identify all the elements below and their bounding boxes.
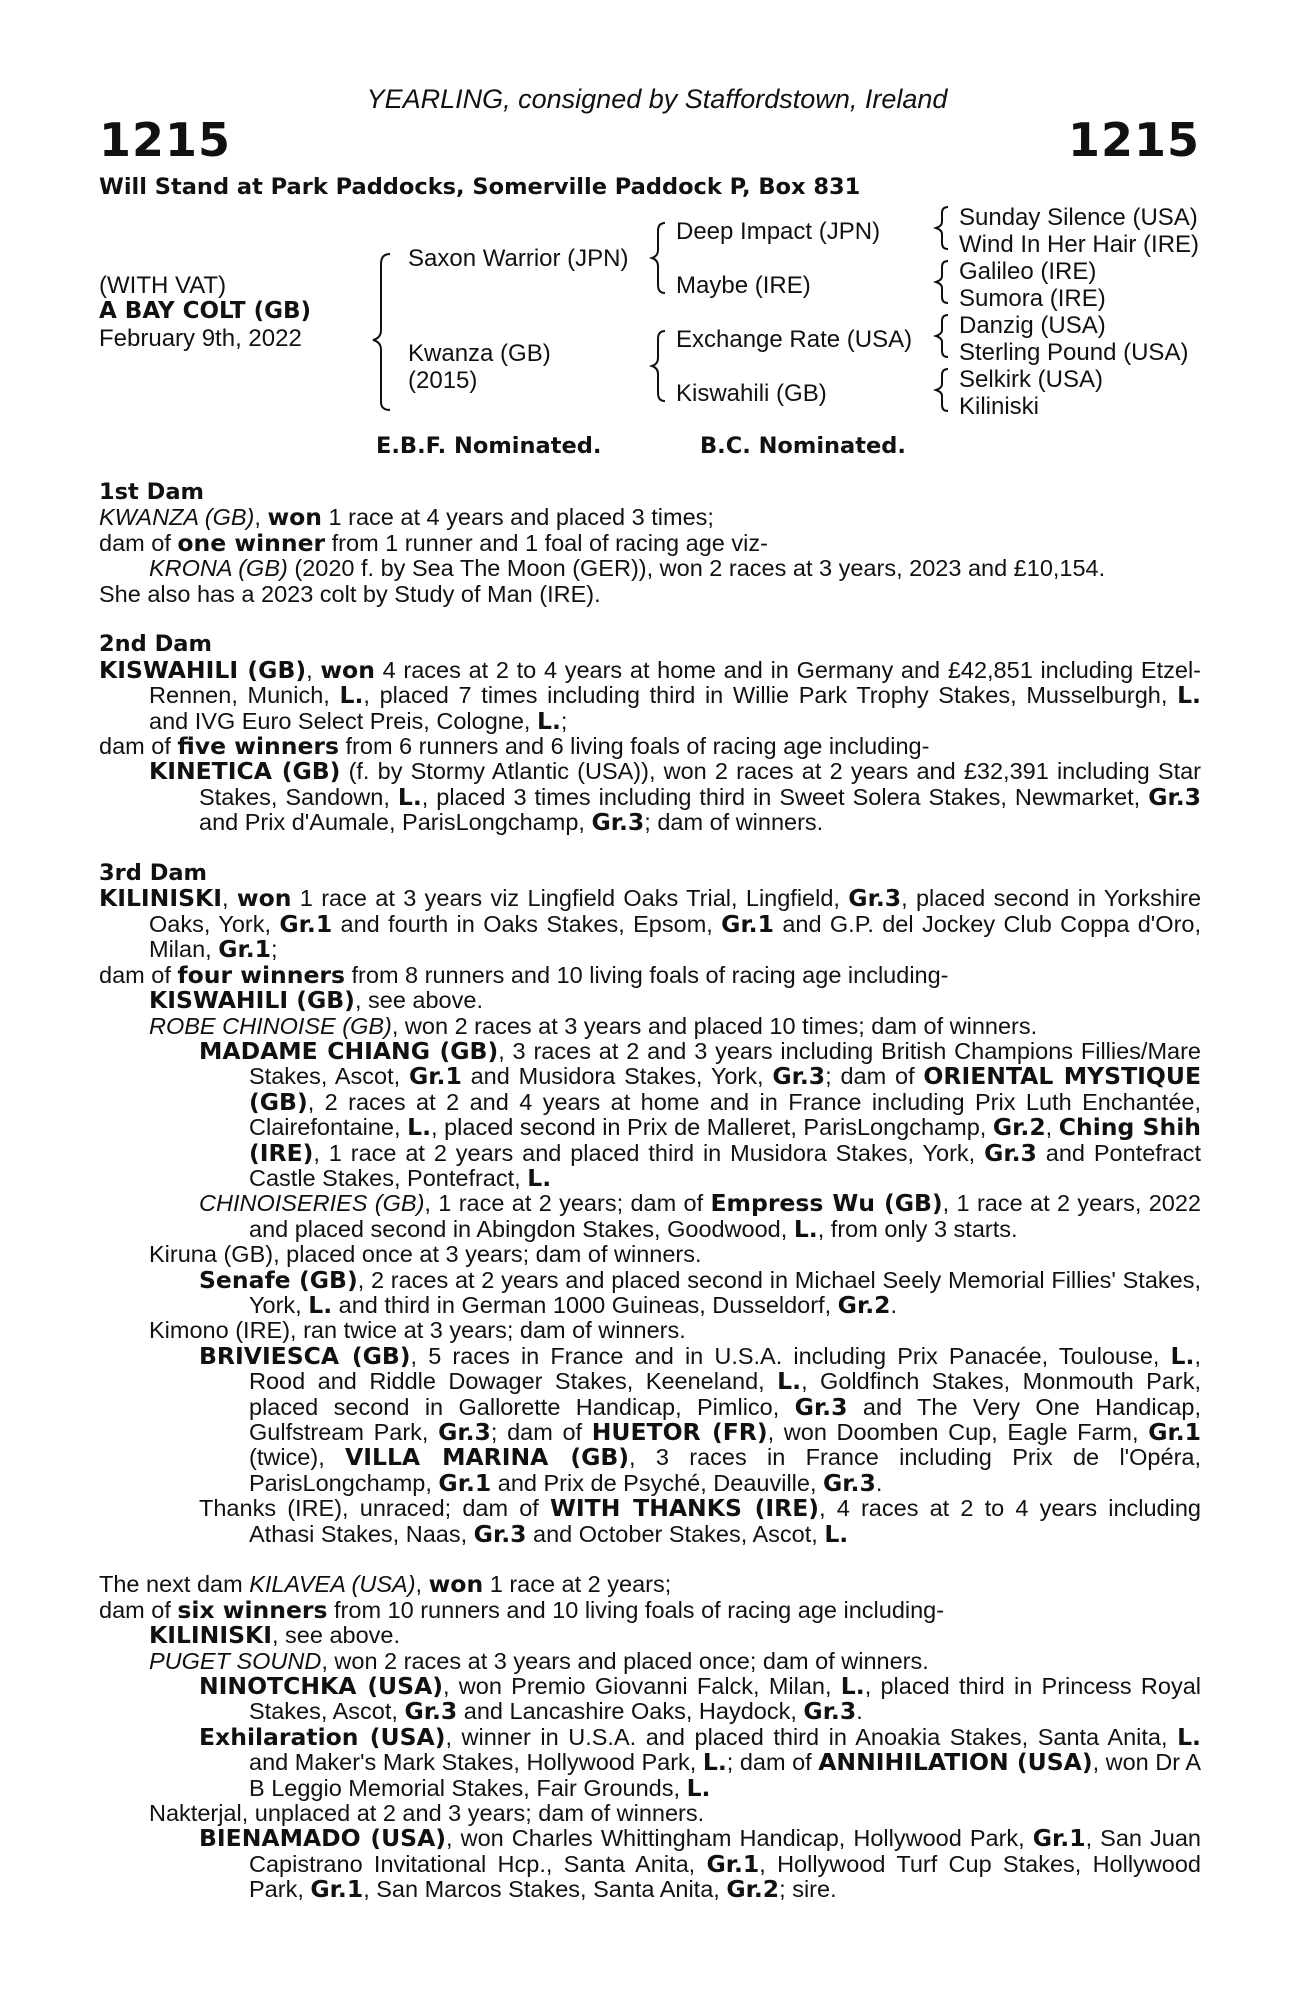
entry-text: , won Dr A B Leggio Memorial Stakes, Fair Grounds, [249, 1749, 1202, 1801]
entry-text: ; dam of [726, 1749, 819, 1776]
entry-text: , Hollywood Turf Cup Stakes, Hollywood Park, [249, 1850, 1201, 1903]
bold-text: Gr.3 [803, 1697, 857, 1726]
entry-text: , 2 races at 2 and 4 years at home and in France including Prix Luth Enchantée, Clairefontaine, [249, 1088, 1201, 1141]
entry-text: ; dam of [490, 1419, 592, 1445]
bold-text: KISWAHILI (GB) [149, 986, 355, 1015]
bold-text: L. [1177, 1722, 1201, 1751]
pedigree-entry [99, 1496, 1201, 1547]
entry-text: , won 2 races at 3 years and placed 10 times; dam of winners. [391, 1012, 1038, 1039]
entry-text: , 4 races at 2 to 4 years including Athasi Stakes, Naas, [249, 1495, 1201, 1547]
bold-text: VILLA MARINA (GB) [345, 1443, 630, 1472]
entry-text: , see above. [354, 987, 483, 1014]
entry-text: , [254, 504, 268, 531]
bold-text: Gr.2 [726, 1875, 780, 1904]
entry-text: ; [560, 707, 568, 734]
bold-text: L. [339, 681, 364, 710]
bold-text: KILINISKI [149, 1621, 272, 1650]
pedigree-entry [99, 988, 1201, 1013]
entry-text: 1 race at 2 years; [483, 1571, 672, 1598]
great-grandsire-1: Sunday Silence (USA) [959, 204, 1198, 231]
entry-text: , placed third in Princess Royal Stakes, Ascot, [249, 1673, 1201, 1725]
entry-text: ; dam of winners. [644, 809, 824, 836]
bold-text: Gr.1 [310, 1875, 364, 1904]
section-gap [99, 836, 1201, 861]
great-granddam-4: Kiliniski [959, 393, 1040, 420]
entry-text: , 1 race at 2 years, 2022 and placed second in Abingdon Stakes, Goodwood, [249, 1190, 1201, 1242]
bc-nomination: B.C. Nominated. [700, 433, 906, 459]
bold-text: Gr.2 [837, 1290, 891, 1319]
bold-text: L. [407, 1113, 431, 1142]
entry-text: (f. by Stormy Atlantic (USA)), won 2 races at 2 years and £32,391 including Star Stakes, Sandown, [199, 758, 1201, 810]
pedigree-notes [99, 480, 1201, 1903]
bold-text: Gr.1 [438, 1468, 492, 1497]
bold-text: BIENAMADO (USA) [199, 1824, 447, 1853]
section-gap [99, 1547, 1201, 1572]
entry-text: Nakterjal, unplaced at 2 and 3 years; dam of winners. [149, 1800, 705, 1827]
entry-text: ; sire. [779, 1876, 837, 1903]
bold-text: Gr.3 [823, 1468, 876, 1497]
entry-text: , see above. [271, 1622, 401, 1649]
vat-label: (WITH VAT) [99, 272, 227, 299]
bold-text: Gr.1 [1148, 1418, 1202, 1446]
entry-text: , placed second in Yorkshire Oaks, York, [149, 885, 1202, 937]
section-gap [99, 607, 1201, 632]
pedigree-entry [99, 886, 1201, 962]
entry-text: , placed 7 times including third in Willie Park Trophy Stakes, Musselburgh, [363, 682, 1178, 709]
pedigree-entry [99, 582, 1201, 607]
bold-text: KINETICA (GB) [149, 757, 341, 786]
great-grandsire-4: Selkirk (USA) [959, 366, 1104, 393]
sire-name: Saxon Warrior (JPN) [408, 245, 629, 272]
entry-text: and Prix d'Aumale, ParisLongchamp, [199, 809, 592, 836]
entry-text: , from only 3 starts. [817, 1215, 1018, 1242]
bold-text: HUETOR (FR) [591, 1418, 768, 1446]
entry-text: , won Doomben Cup, Eagle Farm, [767, 1419, 1149, 1445]
great-grandsire-3: Danzig (USA) [959, 312, 1106, 339]
bold-text: KISWAHILI (GB) [99, 655, 307, 684]
entry-text: from 6 runners and 6 living foals of racing age including- [338, 733, 930, 760]
entry-text: , [306, 656, 321, 683]
entry-text: and Musidora Stakes, York, [461, 1063, 773, 1090]
bold-text: won [428, 1570, 484, 1599]
bold-text: Gr.3 [984, 1138, 1037, 1167]
bold-text: Gr.1 [1032, 1824, 1086, 1853]
pedigree-entry [99, 556, 1201, 581]
bold-text: ANNIHILATION (USA) [818, 1748, 1093, 1777]
entry-text: , [221, 885, 237, 912]
entry-text: She also has a 2023 colt by Study of Man (IRE). [99, 580, 601, 607]
pedigree-entry [99, 1722, 1202, 1802]
sire-sire-name: Deep Impact (JPN) [676, 218, 881, 245]
bold-text: Gr.1 [218, 935, 272, 964]
bold-text: Gr.3 [438, 1418, 491, 1446]
pedigree-entry [99, 759, 1201, 835]
bold-text: KILINISKI [99, 884, 222, 913]
pedigree-entry [99, 1595, 1201, 1624]
bold-text: L. [824, 1519, 849, 1548]
bold-text: L. [702, 1748, 727, 1777]
bold-text: Gr.1 [721, 909, 774, 938]
bold-text: Senafe (GB) [199, 1265, 358, 1294]
entry-text: 1 race at 3 years viz Lingfield Oaks Trial, Lingfield, [291, 885, 849, 912]
bold-text: L. [1170, 1341, 1195, 1370]
bold-text: Gr.1 [279, 909, 333, 938]
dam-name: Kwanza (GB) [408, 340, 551, 367]
italic-text: PUGET SOUND [149, 1647, 322, 1674]
great-grandsire-2: Galileo (IRE) [959, 258, 1097, 285]
entry-text: , 3 races in France including Prix de l'Opéra, ParisLongchamp, [249, 1444, 1201, 1496]
foaling-date: February 9th, 2022 [99, 325, 302, 352]
pedigree-entry [99, 1826, 1201, 1902]
bold-text: L. [536, 706, 561, 735]
entry-text: and IVG Euro Select Preis, Cologne, [149, 707, 537, 734]
ebf-nomination: E.B.F. Nominated. [376, 433, 602, 459]
great-granddam-1: Wind In Her Hair (IRE) [959, 231, 1200, 258]
entry-text: and Maker's Mark Stakes, Hollywood Park, [249, 1749, 703, 1776]
bold-text: NINOTCHKA (USA) [199, 1672, 443, 1701]
entry-text: , San Marcos Stakes, Santa Anita, [363, 1876, 727, 1903]
entry-text: 1 race at 4 years and placed 3 times; [322, 504, 714, 531]
bold-text: Gr.3 [591, 808, 645, 837]
bold-text: Empress Wu (GB) [710, 1189, 943, 1218]
pedigree-entry [99, 528, 1201, 557]
pedigree-entry [99, 1318, 1201, 1343]
entry-text: , San Juan Capistrano Invitational Hcp., Santa Anita, [249, 1825, 1201, 1877]
italic-text: ROBE CHINOISE (GB) [149, 1012, 392, 1039]
entry-text: ; dam of [825, 1063, 924, 1090]
entry-text: dam of [99, 733, 178, 760]
sire-dam-name: Maybe (IRE) [676, 272, 811, 299]
entry-text: , won 2 races at 3 years and placed once; dam of winners. [321, 1647, 929, 1674]
entry-text: (twice), [249, 1444, 346, 1471]
entry-text: Kimono (IRE), ran twice at 3 years; dam of winners. [149, 1317, 686, 1344]
bold-text: L. [840, 1672, 865, 1701]
entry-text: , placed 3 times including third in Sweet Solera Stakes, Newmarket, [421, 783, 1149, 810]
entry-text: , 5 races in France and in U.S.A. including Prix Panacée, Toulouse, [410, 1342, 1171, 1369]
entry-text: (2020 f. by Sea The Moon (GER)), won 2 races at 3 years, 2023 and £10,154. [287, 555, 1106, 582]
great-granddam-3: Sterling Pound (USA) [959, 339, 1189, 366]
italic-text: CHINOISERIES (GB) [199, 1190, 425, 1217]
dam-sire-name: Exchange Rate (USA) [676, 326, 913, 353]
great-granddam-2: Sumora (IRE) [959, 285, 1106, 312]
pedigree-entry [99, 1265, 1201, 1319]
entry-text: and The Very One Handicap, Gulfstream Park, [249, 1393, 1201, 1445]
pedigree-entry [99, 1623, 1201, 1648]
bold-text: ORIENTAL MYSTIQUE (GB) [249, 1062, 1201, 1116]
pedigree-entry [99, 1801, 1201, 1826]
dam-foal-year: (2015) [408, 367, 478, 394]
italic-text: KWANZA (GB) [99, 504, 255, 531]
entry-text: from 8 runners and 10 living foals of racing age including- [345, 961, 949, 988]
section-heading: 1st Dam [99, 479, 204, 505]
bold-text: Gr.2 [992, 1113, 1046, 1142]
entry-text: , [1045, 1114, 1059, 1141]
entry-text: , won Charles Whittingham Handicap, Hollywood Park, [446, 1825, 1033, 1852]
horse-name: A BAY COLT (GB) [99, 298, 312, 324]
entry-text: and October Stakes, Ascot, [526, 1520, 825, 1547]
italic-text: KRONA (GB) [149, 555, 288, 582]
entry-text: , 2 races at 2 years and placed second in Michael Seely Memorial Fillies' Stakes, York, [249, 1266, 1201, 1318]
dam-dam-name: Kiswahili (GB) [676, 380, 827, 407]
entry-text: dam of [99, 1596, 178, 1623]
pedigree-entry [99, 1649, 1201, 1674]
entry-text: and third in German 1000 Guineas, Dusseldorf, [332, 1291, 838, 1318]
bold-text: Exhilaration (USA) [199, 1722, 446, 1751]
bold-text: Gr.1 [409, 1062, 462, 1091]
section-heading: 2nd Dam [99, 631, 212, 658]
entry-text: , Rood and Riddle Dowager Stakes, Keeneland, [249, 1342, 1201, 1395]
bold-text: MADAME CHIANG (GB) [199, 1036, 499, 1065]
bold-text: L. [397, 782, 422, 811]
entry-text: , [415, 1571, 429, 1598]
bold-text: four winners [177, 960, 345, 989]
entry-text: , placed second in Prix de Malleret, ParisLongchamp, [431, 1114, 993, 1141]
entry-text: Kiruna (GB), placed once at 3 years; dam of winners. [149, 1241, 702, 1268]
pedigree-entry [99, 1036, 1202, 1192]
entry-text: , winner in U.S.A. and placed third in Anoakia Stakes, Santa Anita, [445, 1723, 1178, 1750]
bold-text: L. [308, 1290, 333, 1319]
bold-text: L. [777, 1367, 802, 1396]
entry-text: . [856, 1698, 863, 1725]
bold-text: Ching Shih (IRE) [249, 1113, 1201, 1167]
pedigree-entry [99, 1242, 1201, 1267]
bold-text: WITH THANKS (IRE) [550, 1494, 820, 1523]
bold-text: L. [686, 1773, 711, 1802]
bold-text: Gr.3 [473, 1519, 527, 1548]
entry-text: , Goldfinch Stakes, Monmouth Park, placed second in Gallorette Handicap, Pimlico, [249, 1368, 1201, 1420]
entry-text: 4 races at 2 to 4 years at home and in Germany and £42,851 including Etzel- Rennen, Munich, [149, 656, 1201, 709]
consignment-line: YEARLING, consigned by Staffordstown, Ireland [366, 84, 948, 114]
entry-text: . [890, 1291, 898, 1318]
pedigree-entry [99, 1341, 1202, 1497]
entry-text: from 1 runner and 1 foal of racing age viz- [325, 529, 768, 556]
pedigree-entry [99, 1674, 1201, 1725]
bold-text: Gr.3 [1148, 782, 1201, 811]
section-heading: 3rd Dam [99, 860, 207, 887]
entry-text: and Lancashire Oaks, Haydock, [457, 1698, 804, 1725]
bold-text: won [267, 503, 323, 532]
italic-text: KILAVEA (USA) [249, 1571, 416, 1598]
bold-text: six winners [177, 1595, 328, 1624]
entry-text: The next dam [99, 1571, 250, 1598]
bold-text: L. [1177, 681, 1201, 710]
bold-text: Gr.1 [706, 1849, 760, 1878]
pedigree-entry [99, 734, 1201, 759]
entry-text: and G.P. del Jockey Club Coppa d'Oro, Milan, [149, 910, 1201, 963]
entry-text: ; [271, 936, 278, 963]
bold-text: Gr.3 [794, 1392, 848, 1421]
entry-text: dam of [99, 529, 178, 556]
bold-text: one winner [177, 528, 326, 557]
entry-text: from 10 runners and 10 living foals of racing age including- [327, 1596, 945, 1623]
pedigree-entry [99, 960, 1201, 989]
entry-text: , 1 race at 2 years; dam of [424, 1190, 711, 1217]
bold-text: Gr.3 [848, 884, 902, 913]
pedigree-entry [99, 655, 1201, 735]
lot-number-right: 1215 [1067, 113, 1200, 167]
bold-text: L. [527, 1163, 552, 1192]
lot-number-left: 1215 [99, 113, 232, 167]
entry-text: , 1 race at 2 years and placed third in Musidora Stakes, York, [313, 1139, 985, 1166]
pedigree-entry [99, 1191, 1201, 1242]
pedigree-entry [99, 1014, 1201, 1039]
bold-text: L. [793, 1214, 818, 1243]
entry-text: . [875, 1469, 883, 1496]
entry-text: and Prix de Psyché, Deauville, [491, 1469, 824, 1496]
bold-text: Gr.3 [772, 1062, 826, 1091]
bold-text: Gr.3 [404, 1697, 458, 1726]
entry-text: Thanks (IRE), unraced; dam of [199, 1495, 550, 1522]
bold-text: BRIVIESCA (GB) [199, 1341, 411, 1370]
entry-text: , won Premio Giovanni Falck, Milan, [443, 1673, 841, 1700]
entry-text: and fourth in Oaks Stakes, Epsom, [332, 910, 722, 937]
stand-location: Will Stand at Park Paddocks, Somerville Paddock P, Box 831 [99, 174, 861, 200]
bold-text: won [320, 655, 375, 684]
entry-text: , 3 races at 2 and 3 years including British Champions Fillies/Mare Stakes, Ascot, [249, 1037, 1201, 1090]
pedigree-entry [99, 505, 1201, 530]
bold-text: won [236, 884, 292, 913]
pedigree-entry [99, 1572, 1201, 1597]
bold-text: five winners [177, 732, 339, 761]
entry-text: and Pontefract Castle Stakes, Pontefract, [249, 1139, 1202, 1191]
entry-text: dam of [99, 961, 178, 988]
